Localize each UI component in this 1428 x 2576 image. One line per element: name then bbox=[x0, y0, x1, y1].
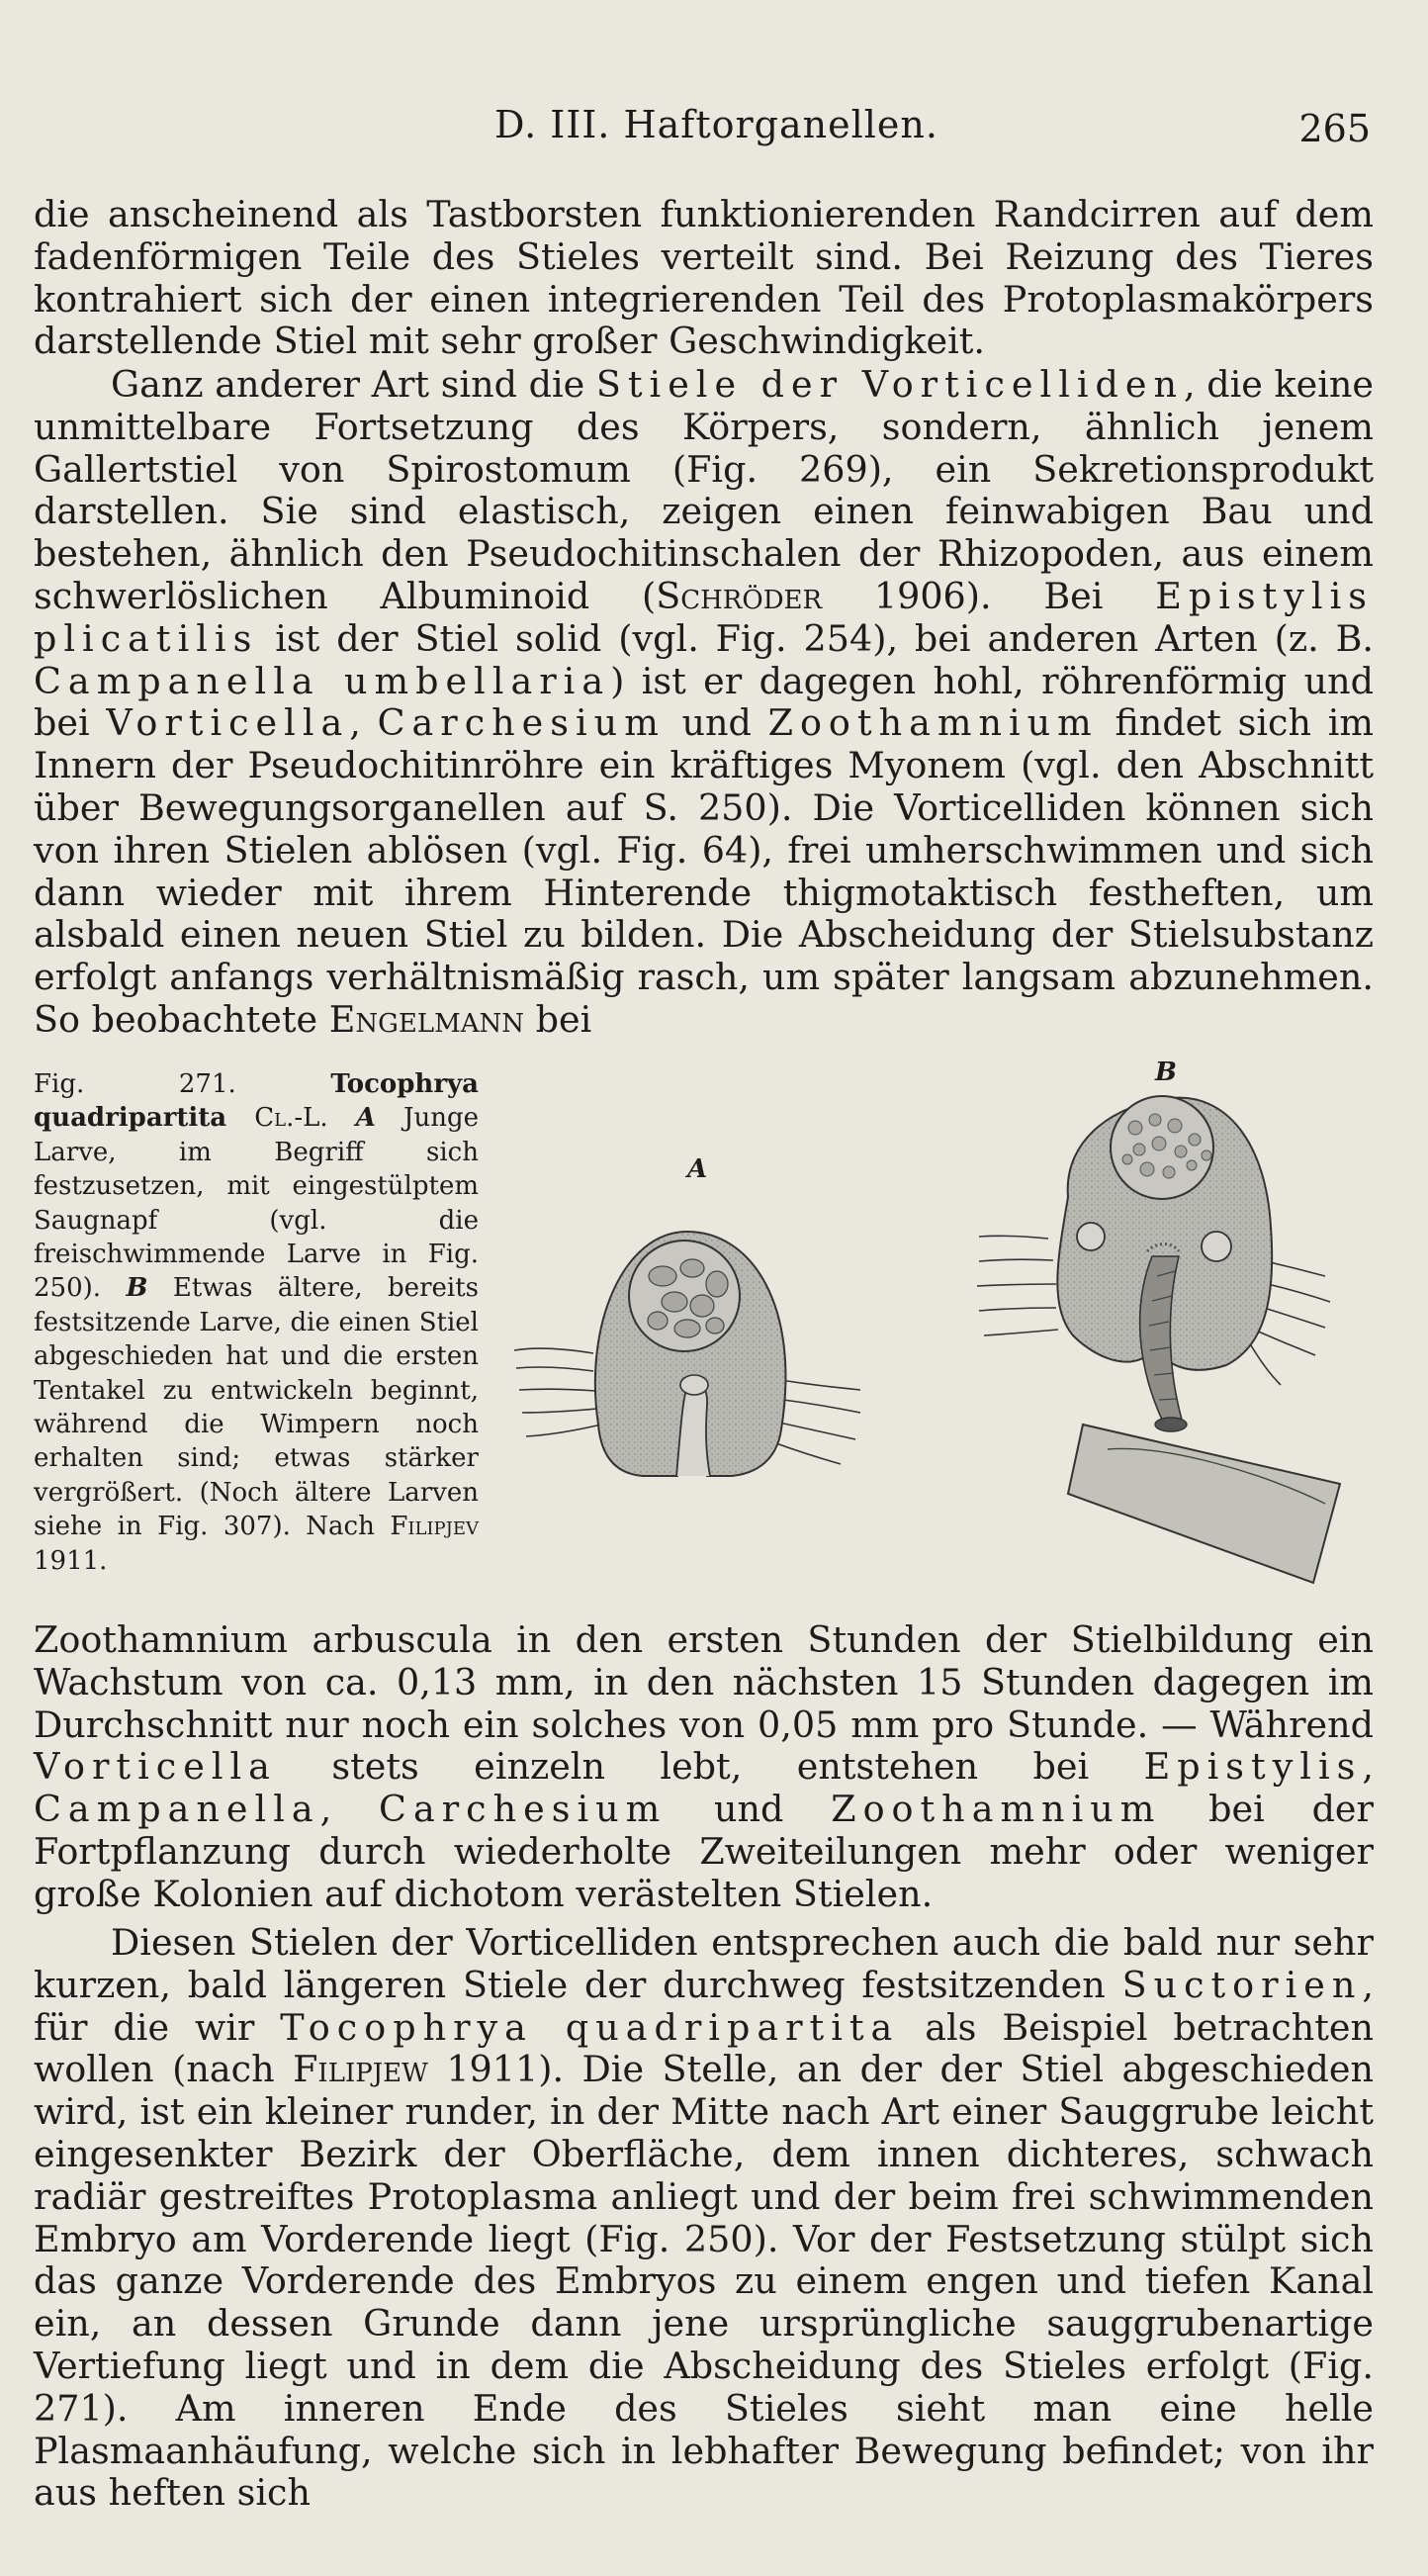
emphasis-term: Zoothamnium bbox=[767, 701, 1099, 745]
page-number: 265 bbox=[1298, 107, 1371, 150]
emphasis-term: Suctorien bbox=[1121, 1963, 1363, 2006]
emphasis-term: Tocophrya quadripartita bbox=[280, 2005, 900, 2049]
emphasis-term: Stiele der Vorticelliden bbox=[595, 363, 1185, 406]
larva-a-drawing bbox=[514, 1232, 860, 1476]
figure-illustration bbox=[514, 1049, 1384, 1603]
paragraph-4: Diesen Stielen der Vorticelliden entsprechen auch die bald nur sehr kurzen, bald längeren Stiele der durchweg festsitzenden Suctorien, für die wir Tocophrya quadripartita als Beispiel betrachten wollen (nach Filipjew 1911). Die Stelle, an der der Stiel abgeschieden wird, ist ein kleiner runder, in der Mitte nach Art einer Sauggrube leicht eingesenkter Bezirk der Oberfläche, dem innen dichteres, schwach radiär gestreiftes Protoplasma anliegt und der beim frei schwimmenden Embryo am Vorderende liegt (Fig. 250). Vor der Festsetzung stülpt sich das ganze Vorderende des Embryos zu einem engen und tiefen Kanal ein, an dessen Grunde dann jene ursprüngliche sauggrubenartige Vertiefung liegt und in dem die Abscheidung des Stieles erfolgt (Fig. 271). Am inneren Ende des Stieles sieht man eine helle Plasmaanhäufung, welche sich in lebhafter Bewegung befindet; von ihr aus heften sich bbox=[34, 1921, 1375, 2515]
author-name: Schröder bbox=[656, 574, 823, 617]
figure-label-b: B bbox=[1155, 1058, 1177, 1087]
larva-b-drawing bbox=[977, 1096, 1340, 1583]
figure-caption: Fig. 271. Tocophrya quadripartita Cl.-L. A Junge Larve, im Begriff sich festzusetzen, mit eingestülptem Saugnapf (vgl. die freischwimmende Larve in Fig. 250). B Etwas ältere, bereits festsitzende Larve, die einen Stiel abgeschieden hat und die ersten Tentakel zu entwickeln beginnt, während die Wimpern noch erhalten sind; etwas stärker vergrößert. (Noch ältere Larven siehe in Fig. 307). Nach Filipjev 1911. bbox=[34, 1069, 479, 1576]
emphasis-term: Campanella bbox=[34, 1788, 320, 1831]
figure-271 bbox=[514, 1049, 1384, 1603]
figure-label-a: A bbox=[687, 1154, 708, 1184]
paragraph-3: Zoothamnium arbuscula in den ersten Stunden der Stielbildung ein Wachstum von ca. 0,13 mm, in den nächsten 15 Stunden dagegen im Durchschnitt nur noch ein solches von 0,05 mm pro Stunde. — Während Vorticella stets einzeln lebt, entstehen bei Epistylis, Campanella, Carchesium und Zoothamnium bei der Fortpflanzung durch wiederholte Zweiteilungen mehr oder weniger große Kolonien auf dichotom verästelten Stielen. bbox=[34, 1618, 1374, 1915]
emphasis-term: Zoothamnium bbox=[831, 1788, 1162, 1831]
running-header bbox=[0, 103, 1428, 162]
emphasis-term: Epistylis bbox=[1143, 1745, 1363, 1789]
emphasis-term: Vorticella bbox=[106, 701, 350, 745]
paragraph-1: die anscheinend als Tastborsten funktionierenden Randcirren auf dem fadenförmigen Teile des Stieles verteilt sind. Bei Reizung des Tieres kontrahiert sich der einen integrierenden Teil des Protoplasmakörpers darstellende Stiel mit sehr großer Geschwindigkeit. bbox=[34, 193, 1374, 363]
species-name: Tocophrya quadripartita bbox=[34, 1069, 479, 1134]
emphasis-term: Carchesium bbox=[379, 1788, 668, 1831]
emphasis-term: Carchesium bbox=[377, 701, 666, 745]
emphasis-term: Epistylis plicatilis bbox=[34, 574, 1374, 660]
running-title: D. III. Haftorganellen. bbox=[494, 103, 938, 146]
author-name: Filipjew bbox=[293, 2048, 428, 2091]
emphasis-term: Vorticella bbox=[34, 1745, 277, 1789]
emphasis-term: Campanella umbellaria bbox=[34, 659, 611, 702]
author-name: Engelmann bbox=[328, 997, 525, 1041]
paragraph-2: Ganz anderer Art sind die Stiele der Vorticelliden, die keine unmittelbare Fortsetzung des Körpers, sondern, ähnlich jenem Gallertstiel von Spirostomum (Fig. 269), ein Sekretionsprodukt darstellen. Sie sind elastisch, zeigen einen feinwabigen Bau und bestehen, ähnlich den Pseudochitinschalen der Rhizopoden, aus einem schwerlöslichen Albuminoid (Schröder 1906). Bei Epistylis plicatilis ist der Stiel solid (vgl. Fig. 254), bei anderen Arten (z. B. Campanella umbellaria) ist er dagegen hohl, röhrenförmig und bei Vorticella, Carchesium und Zoothamnium findet sich im Innern der Pseudochitinröhre ein kräftiges Myonem (vgl. den Abschnitt über Bewegungsorganellen auf S. 250). Die Vorticelliden können sich von ihren Stielen ablösen (vgl. Fig. 64), frei umherschwimmen und sich dann wieder mit ihrem Hinterende thigmotaktisch festheften, um alsbald einen neuen Stiel zu bilden. Die Abscheidung der Stielsubstanz erfolgt anfangs verhältnismäßig rasch, um später langsam abzunehmen. So beobachtete Engelmann bei bbox=[34, 363, 1374, 1041]
